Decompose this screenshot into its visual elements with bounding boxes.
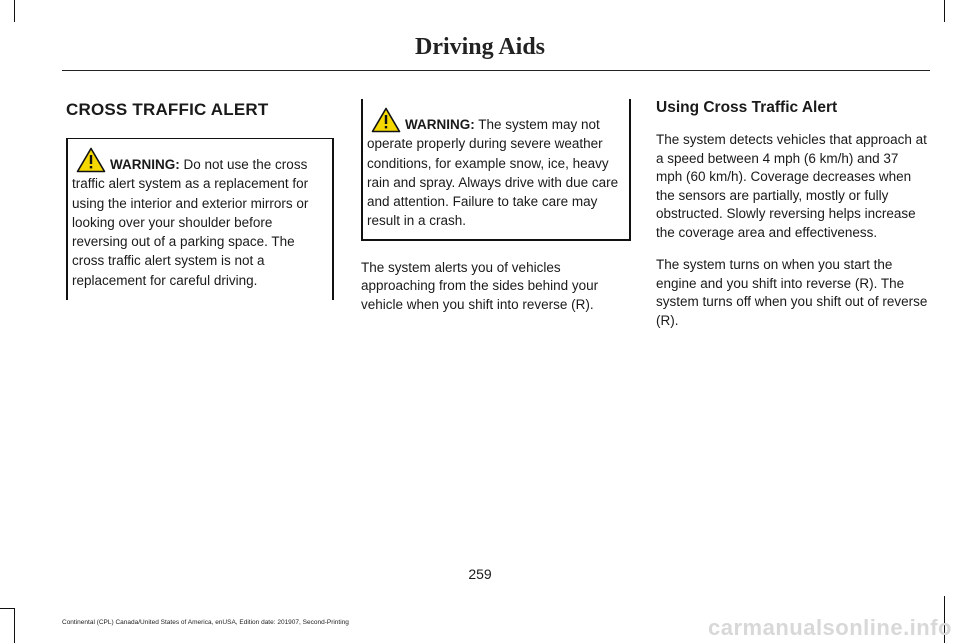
warning-triangle-icon [371, 107, 401, 133]
subsection-title: Using Cross Traffic Alert [656, 99, 838, 116]
warning-label: WARNING: [110, 157, 180, 172]
body-paragraph: The system turns on when you start the engine and you shift into reverse (R). The system turns off when you shift out of reverse (R). [656, 257, 928, 328]
header-rule [62, 70, 930, 71]
watermark: carmanualsonline.info [708, 615, 952, 640]
warning-box-2 [361, 99, 631, 241]
section-title: CROSS TRAFFIC ALERT [66, 100, 269, 119]
crop-mark-left-bottom [0, 608, 14, 609]
warning-text: Do not use the cross traffic alert system as a replacement for using the interior and exterior mirrors or looking over your shoulder before reversing out of a parking space. The cross traffic alert system is not a replacement for careful driving. [72, 157, 309, 288]
page-number: 259 [468, 566, 492, 582]
body-paragraph: The system alerts you of vehicles approaching from the sides behind your vehicle when you shift into reverse (R). [361, 259, 599, 312]
warning-label: WARNING: [405, 117, 475, 132]
footer-edition: Continental (CPL) Canada/United States of America, enUSA, Edition date: 201907, Second-Printing [62, 619, 349, 626]
warning-box-1 [66, 138, 334, 300]
warning-text: The system may not operate properly during severe weather conditions, for example snow, ice, heavy rain and spray. Always drive with due care and attention. Failure to take care may result in a crash. [367, 117, 619, 229]
column-2 [361, 99, 631, 314]
column-3 [656, 96, 928, 330]
crop-mark-left-vertical [14, 608, 15, 643]
crop-mark-top-left [14, 0, 15, 22]
warning-triangle-icon [76, 147, 106, 173]
page-header-title: Driving Aids [414, 34, 546, 60]
column-1 [66, 96, 334, 300]
body-paragraph: The system detects vehicles that approach at a speed between 4 mph (6 km/h) and 37 mph (60 km/h). Coverage decreases when the sensors are partially, mostly or fully obstructed. Slowly reversing helps increase the coverage area and effectiveness. [656, 132, 927, 240]
crop-mark-top-right [944, 0, 945, 22]
